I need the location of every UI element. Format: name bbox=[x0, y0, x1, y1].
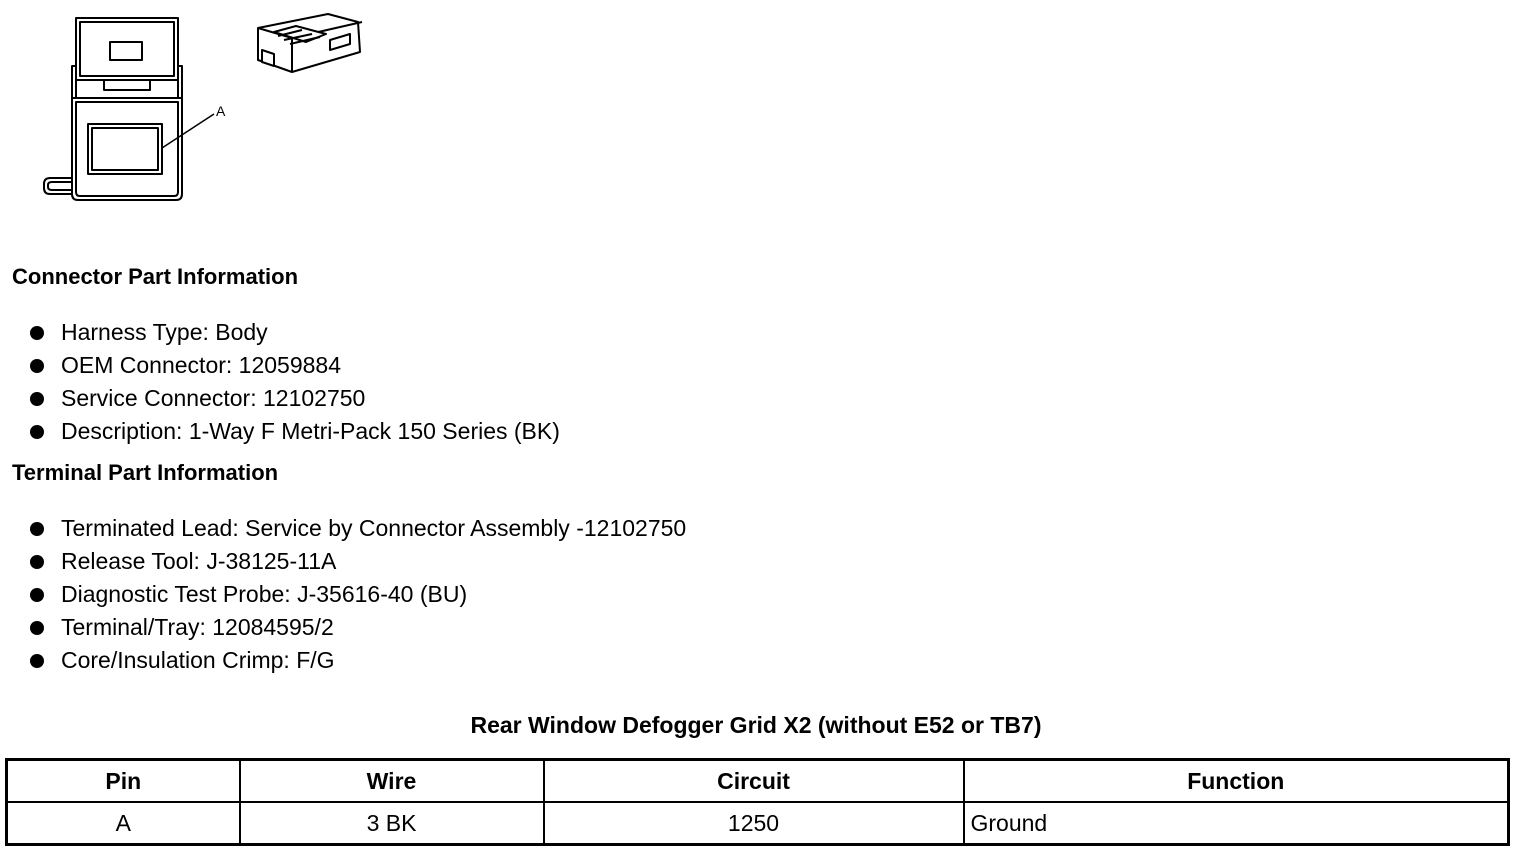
list-item-text: Harness Type: Body bbox=[61, 319, 268, 345]
latch-window bbox=[110, 42, 142, 60]
column-header-function: Function bbox=[964, 760, 1509, 803]
connector-part-info-list bbox=[30, 316, 560, 448]
bullet-icon bbox=[30, 425, 44, 439]
bullet-icon bbox=[30, 392, 44, 406]
connector-latch bbox=[76, 18, 178, 80]
terminal-part-info-heading: Terminal Part Information bbox=[12, 460, 279, 485]
bullet-icon bbox=[30, 522, 44, 536]
list-item-text: Release Tool: J-38125-11A bbox=[61, 548, 337, 574]
list-item bbox=[30, 644, 686, 677]
callout-leader bbox=[162, 114, 214, 148]
pin-table bbox=[5, 758, 1510, 846]
connector-part-info-heading: Connector Part Information bbox=[12, 264, 299, 289]
bullet-icon bbox=[30, 621, 44, 635]
callout-label: A bbox=[216, 103, 226, 119]
table-header-row bbox=[7, 760, 1509, 803]
table-row bbox=[7, 802, 1509, 845]
list-item bbox=[30, 545, 686, 578]
list-item bbox=[30, 512, 686, 545]
terminal-part-info-list bbox=[30, 512, 686, 677]
terminal-cavity-a bbox=[88, 124, 162, 174]
list-item-text: Service Connector: 12102750 bbox=[61, 385, 366, 411]
connector-illustration bbox=[30, 10, 390, 210]
column-header-circuit: Circuit bbox=[544, 760, 964, 803]
cell-pin: A bbox=[7, 802, 240, 845]
bullet-icon bbox=[30, 359, 44, 373]
list-item bbox=[30, 578, 686, 611]
bullet-icon bbox=[30, 588, 44, 602]
list-item-text: Diagnostic Test Probe: J-35616-40 (BU) bbox=[61, 581, 468, 607]
list-item-text: Core/Insulation Crimp: F/G bbox=[61, 647, 335, 673]
column-header-pin: Pin bbox=[7, 760, 240, 803]
bullet-icon bbox=[30, 654, 44, 668]
list-item-text: Description: 1-Way F Metri-Pack 150 Series (BK) bbox=[61, 418, 560, 444]
bullet-icon bbox=[30, 326, 44, 340]
list-item bbox=[30, 349, 560, 382]
connector-isometric bbox=[258, 14, 362, 72]
list-item bbox=[30, 316, 560, 349]
list-item-text: Terminal/Tray: 12084595/2 bbox=[61, 614, 334, 640]
cell-circuit: 1250 bbox=[544, 802, 964, 845]
pin-table-title: Rear Window Defogger Grid X2 (without E52 or TB7) bbox=[470, 712, 1042, 738]
cell-wire: 3 BK bbox=[240, 802, 544, 845]
column-header-wire: Wire bbox=[240, 760, 544, 803]
list-item-text: Terminated Lead: Service by Connector Assembly -12102750 bbox=[61, 515, 687, 541]
bullet-icon bbox=[30, 555, 44, 569]
list-item bbox=[30, 382, 560, 415]
cell-function: Ground bbox=[964, 802, 1509, 845]
list-item bbox=[30, 611, 686, 644]
list-item-text: OEM Connector: 12059884 bbox=[61, 352, 342, 378]
list-item bbox=[30, 415, 560, 448]
